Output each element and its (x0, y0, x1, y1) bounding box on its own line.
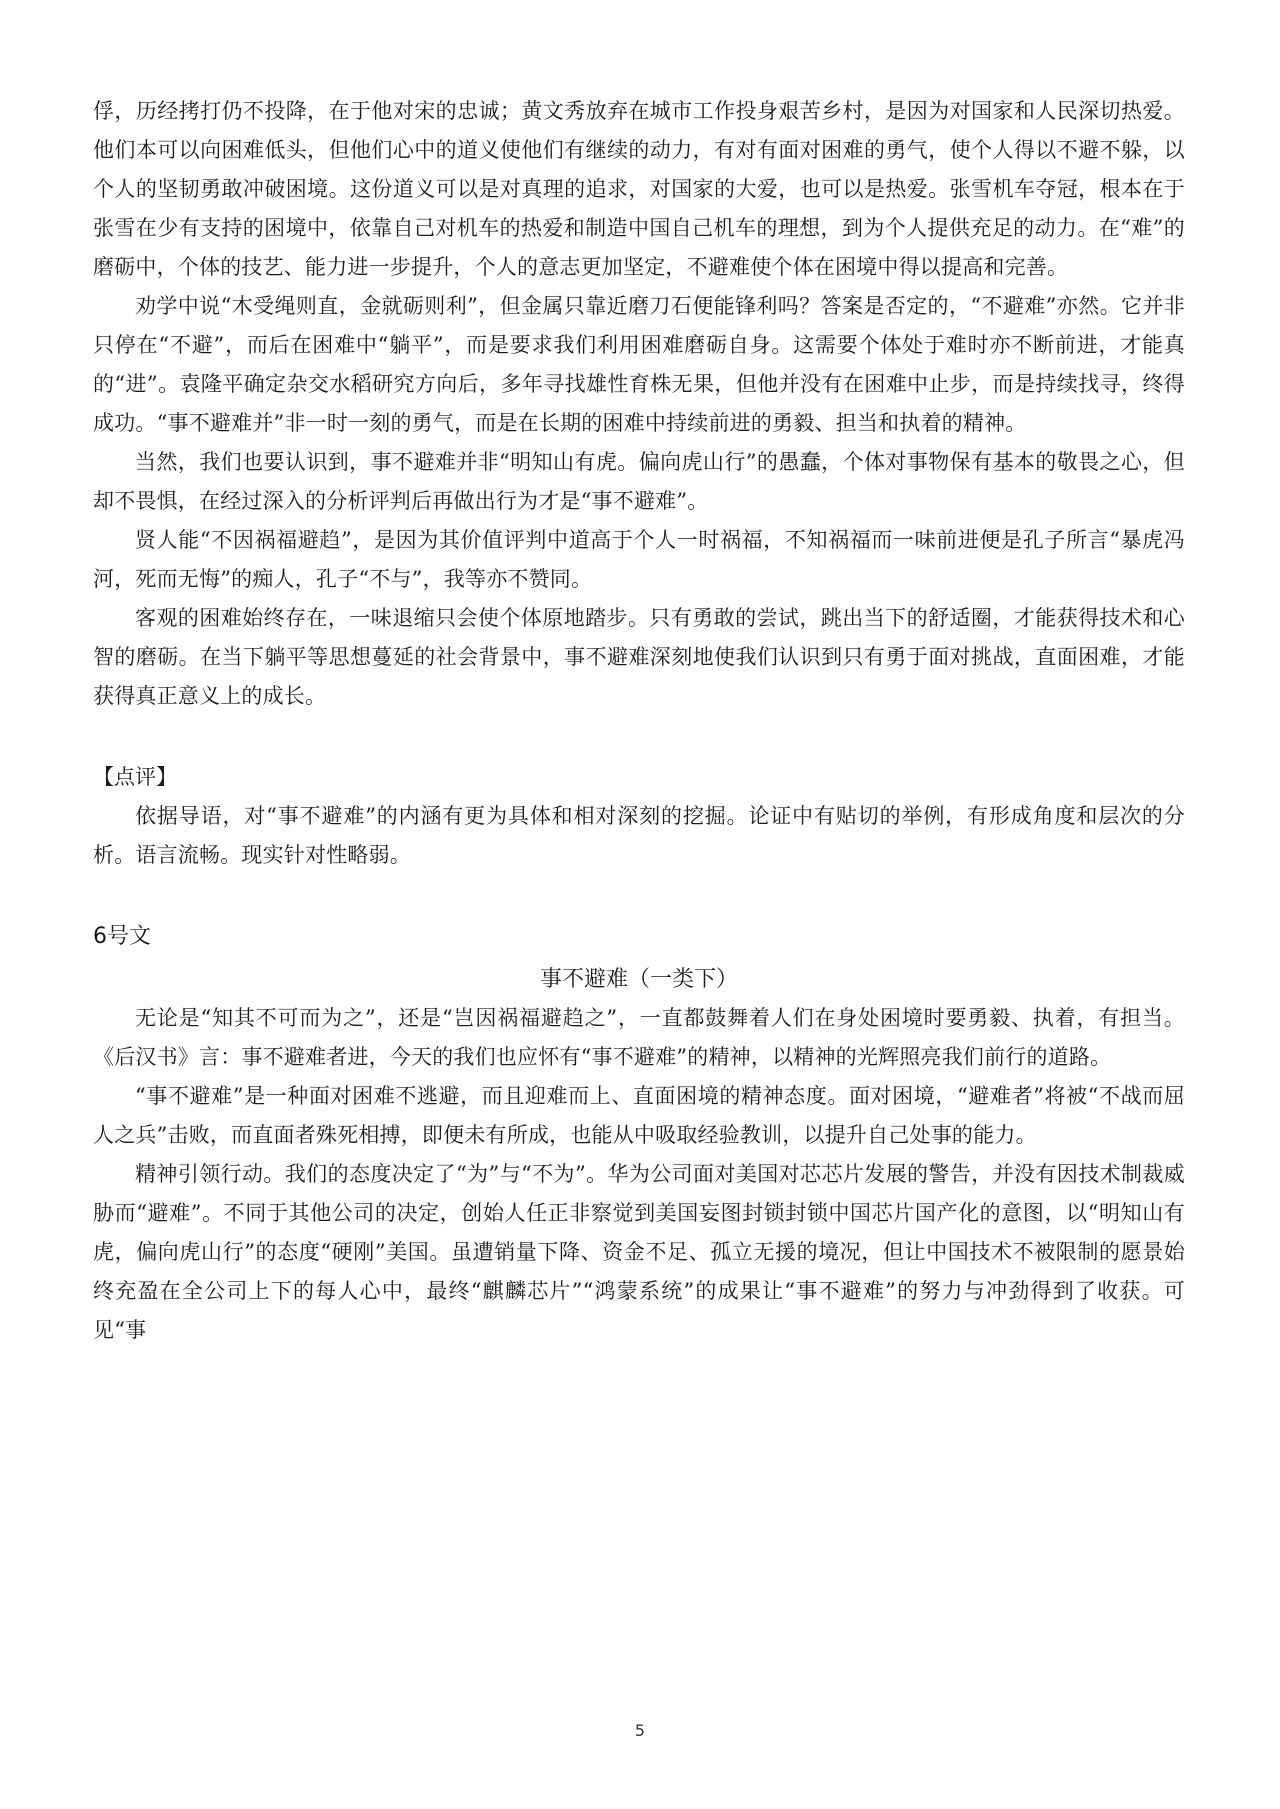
essay6-paragraph: “事不避难”是一种面对困难不逃避，而且迎难而上、直面困境的精神态度。面对困境，“避难者”将被“不战而屈人之兵”击败，而直面者殊死相搏，即便未有所成，也能从中吸取经验教训，以提升自己处事的能力。 (93, 1084, 1185, 1147)
page-content (93, 92, 1185, 1350)
section-spacer (93, 875, 1185, 917)
essay5-paragraph-continued: 俘，历经拷打仍不投降，在于他对宋的忠诚；黄文秀放弃在城市工作投身艰苦乡村，是因为对国家和人民深切热爱。他们本可以向困难低头，但他们心中的道义使他们有继续的动力，有对有面对困难的勇气，使个人得以不避不躲，以个人的坚韧勇敢冲破困境。这份道义可以是对真理的追求，对国家的大爱，也可以是热爱。张雪机车夺冠，根本在于张雪在少有支持的困境中，依靠自己对机车的热爱和制造中国自己机车的理想，到为个人提供充足的动力。在“难”的磨砺中，个体的技艺、能力进一步提升，个人的意志更加坚定，不避难使个体在困境中得以提高和完善。 (93, 99, 1185, 279)
section-spacer (93, 716, 1185, 758)
essay-title: 事不避难（一类下） (539, 967, 738, 992)
essay5-paragraph: 劝学中说“木受绳则直，金就砺则利”，但金属只靠近磨刀石便能锋利吗？答案是否定的，“不避难”亦然。它并非只停在“不避”，而后在困难中“躺平”，而是要求我们利用困难磨砺自身。这需要个体处于难时亦不断前进，才能真的“进”。袁隆平确定杂交水稻研究方向后，多年寻找雄性育株无果，但他并没有在困难中止步，而是持续找寻，终得成功。“事不避难并”非一时一刻的勇气，而是在长期的困难中持续前进的勇毅、担当和执着的精神。 (93, 294, 1185, 435)
page-number: 5 (634, 1721, 646, 1740)
essay6-paragraph: 精神引领行动。我们的态度决定了“为”与“不为”。华为公司面对美国对芯芯片发展的警告，并没有因技术制裁威胁而“避难”。不同于其他公司的决定，创始人任正非察觉到美国妄图封锁封锁中国芯片国产化的意图，以“明知山有虎，偏向虎山行”的态度“硬刚”美国。虽遭销量下降、资金不足、孤立无援的境况，但让中国技术不被限制的愿景始终充盈在全公司上下的每人心中，最终“麒麟芯片”“鸿蒙系统”的成果让“事不避难”的努力与冲劲得到了收获。可见“事 (93, 1162, 1185, 1342)
review-heading: 【点评】 (93, 765, 177, 789)
essay5-paragraph: 客观的困难始终存在，一味退缩只会使个体原地踏步。只有勇敢的尝试，跳出当下的舒适圈，才能获得技术和心智的磨砺。在当下躺平等思想蔓延的社会背景中，事不避难深刻地使我们认识到只有勇于面对挑战，直面困难，才能获得真正意义上的成长。 (93, 606, 1185, 708)
review-text: 依据导语，对“事不避难”的内涵有更为具体和相对深刻的挖掘。论证中有贴切的举例，有形成角度和层次的分析。语言流畅。现实针对性略弱。 (93, 804, 1185, 867)
essay-number-label: 6号文 (93, 924, 151, 949)
essay5-paragraph: 贤人能“不因祸福避趋”，是因为其价值评判中道高于个人一时祸福，不知祸福而一味前进便是孔子所言“暴虎冯河，死而无悔”的痴人，孔子“不与”，我等亦不赞同。 (93, 528, 1185, 591)
essay5-paragraph: 当然，我们也要认识到，事不避难并非“明知山有虎。偏向虎山行”的愚蠢，个体对事物保有基本的敬畏之心，但却不畏惧，在经过深入的分析评判后再做出行为才是“事不避难”。 (93, 450, 1185, 513)
essay6-paragraph: 无论是“知其不可而为之”，还是“岂因祸福避趋之”，一直都鼓舞着人们在身处困境时要勇毅、执着，有担当。《后汉书》言：事不避难者进，今天的我们也应怀有“事不避难”的精神，以精神的光辉照亮我们前行的道路。 (93, 1006, 1185, 1069)
